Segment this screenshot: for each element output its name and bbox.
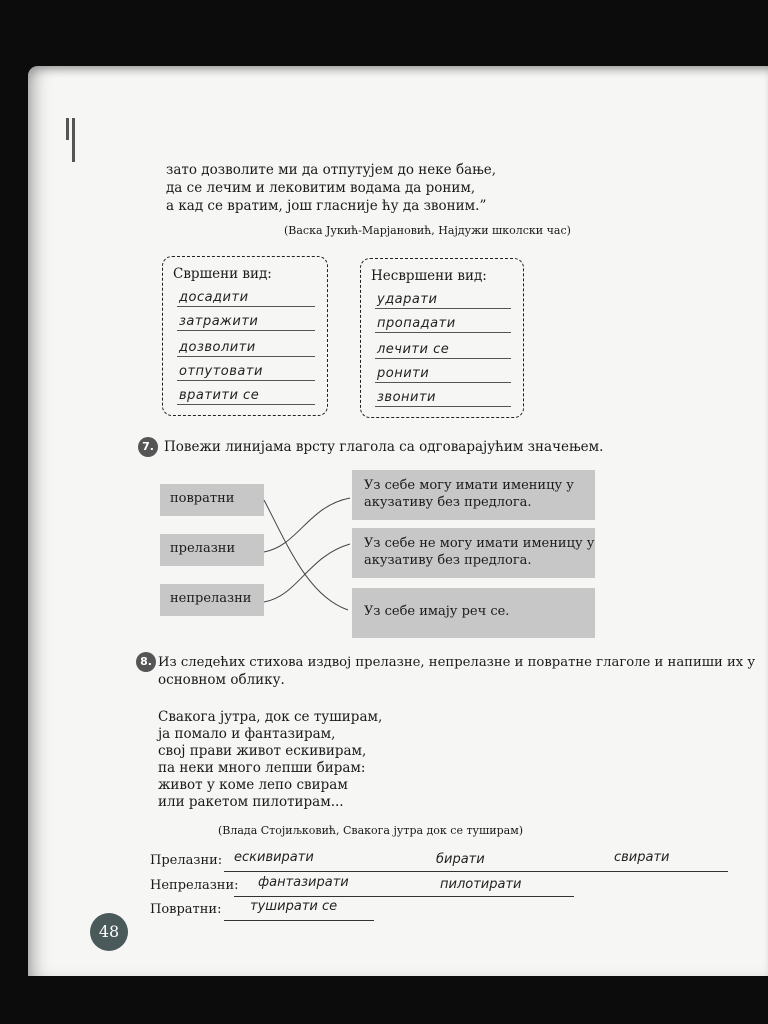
poem8-line: или ракетом пилотирам... xyxy=(158,794,344,810)
perfective-answer: досадити xyxy=(179,290,249,305)
imperfective-answer: пропадати xyxy=(377,316,456,331)
perfective-answer: вратити се xyxy=(179,388,260,403)
task-number-badge: 8. xyxy=(136,652,156,672)
task8-instruction-2: основном облику. xyxy=(158,672,285,688)
answer-line xyxy=(234,896,574,897)
poem8-line: свој прави живот ескивирам, xyxy=(158,743,367,759)
verb-type-label: непрелазни xyxy=(170,591,252,606)
imperfective-answer: ударати xyxy=(377,292,438,307)
answer-line xyxy=(177,306,315,307)
meaning-text: Уз себе не могу имати именицу у xyxy=(364,536,595,551)
perfective-title: Свршени вид: xyxy=(173,266,272,282)
poem8-line: Свакога јутра, док се туширам, xyxy=(158,709,383,725)
answer-line xyxy=(375,308,511,309)
meaning-box xyxy=(352,470,595,520)
poem8-line: живот у коме лепо свирам xyxy=(158,777,348,793)
answer-line xyxy=(177,356,315,357)
answer-line xyxy=(375,332,511,333)
answer-line xyxy=(375,406,511,407)
intransitive-answer: пилотирати xyxy=(440,877,522,892)
spine-mark xyxy=(72,118,75,162)
perfective-answer: отпутовати xyxy=(179,364,263,379)
transitive-answer: свирати xyxy=(614,850,670,865)
workbook-page xyxy=(28,66,768,976)
answer-line xyxy=(224,871,728,872)
perfective-answer: затражити xyxy=(179,314,259,329)
verb-type-label: прелазни xyxy=(170,541,236,556)
verb-type-box xyxy=(160,484,264,516)
answer-line xyxy=(224,920,374,921)
meaning-text: акузативу без предлога. xyxy=(364,495,532,510)
answer-line xyxy=(177,330,315,331)
meaning-text: акузативу без предлога. xyxy=(364,553,532,568)
imperfective-title: Несвршени вид: xyxy=(371,268,487,284)
meaning-text: Уз себе имају реч се. xyxy=(364,604,510,619)
connection-line xyxy=(264,500,348,610)
verb-type-box xyxy=(160,534,264,566)
poem-source: (Васка Јукић-Марјановић, Најдужи школски час) xyxy=(284,224,571,237)
connection-line xyxy=(264,544,350,602)
imperfective-answer: лечити се xyxy=(377,342,450,357)
reflexive-answer: туширати се xyxy=(250,899,338,914)
meaning-text: Уз себе могу имати именицу у xyxy=(364,478,574,493)
page-number: 48 xyxy=(90,913,128,951)
meaning-box xyxy=(352,588,595,638)
meaning-box xyxy=(352,528,595,578)
task8-instruction-1: Из следећих стихова издвој прелазне, непрелазне и повратне глаголе и напиши их у xyxy=(158,655,756,670)
answer-line xyxy=(177,380,315,381)
imperfective-box xyxy=(360,258,524,418)
spine-mark xyxy=(66,118,69,140)
intransitive-answer: фантазирати xyxy=(258,875,349,890)
poem-line-2: да се лечим и лековитим водама да роним, xyxy=(166,180,476,196)
transitive-answer: бирати xyxy=(436,852,485,867)
imperfective-answer: звонити xyxy=(377,390,436,405)
poem8-line: па неки много лепши бирам: xyxy=(158,760,366,776)
transitive-label: Прелазни: xyxy=(150,853,223,868)
poem8-line: ја помало и фантазирам, xyxy=(158,726,336,742)
poem-line-1: зато дозволите ми да отпутујем до неке бање, xyxy=(166,162,497,178)
intransitive-label: Непрелазни: xyxy=(150,878,239,893)
poem8-source: (Влада Стојиљковић, Свакога јутра док се туширам) xyxy=(218,824,524,837)
answer-line xyxy=(375,358,511,359)
poem-line-3: а кад се вратим, још гласније ћу да звоним.” xyxy=(166,198,487,214)
perfective-answer: дозволити xyxy=(179,340,256,355)
transitive-answer: ескивирати xyxy=(234,850,314,865)
answer-line xyxy=(375,382,511,383)
task-number-badge: 7. xyxy=(138,437,158,457)
reflexive-label: Повратни: xyxy=(150,902,222,917)
task7-instruction: Повежи линијама врсту глагола са одговарајућим значењем. xyxy=(164,439,604,455)
imperfective-answer: ронити xyxy=(377,366,430,381)
connection-lines xyxy=(258,486,358,626)
verb-type-box xyxy=(160,584,264,616)
verb-type-label: повратни xyxy=(170,491,235,506)
perfective-box xyxy=(162,256,328,416)
answer-line xyxy=(177,404,315,405)
